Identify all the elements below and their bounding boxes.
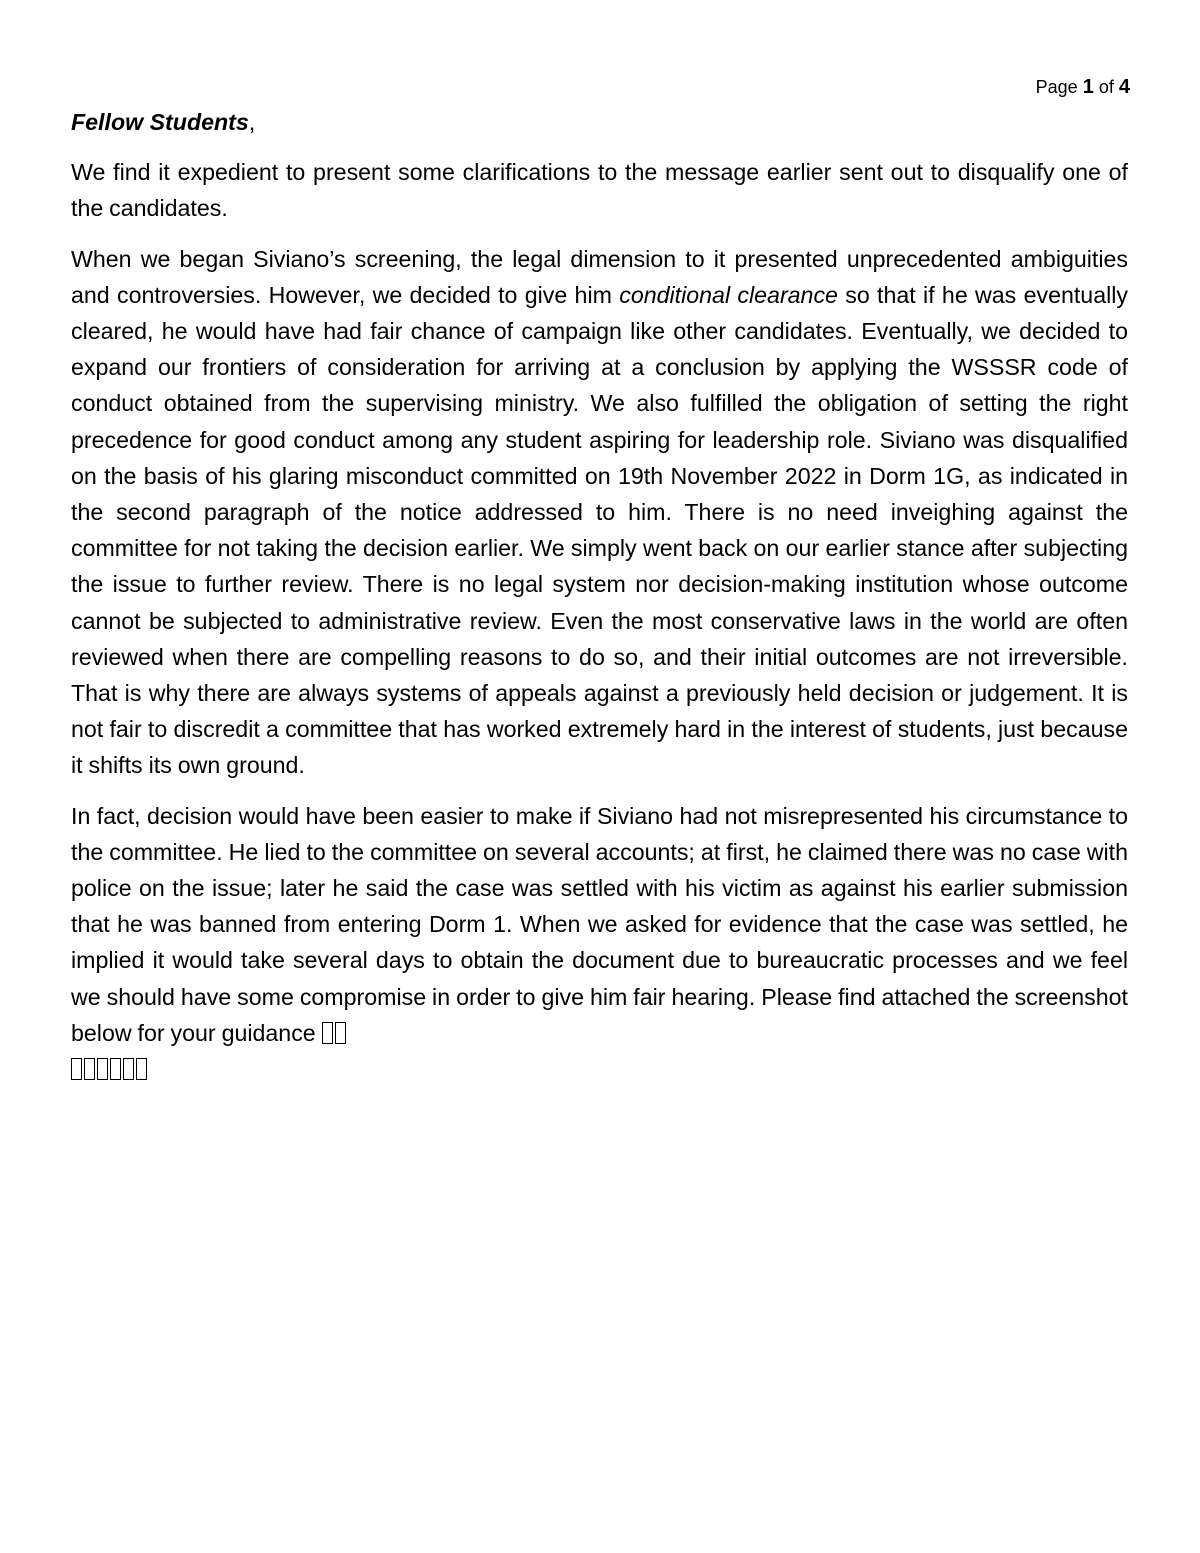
page-number [1036,76,1130,98]
page-label: Page [1035,77,1078,97]
page-total: 4 [1118,76,1130,98]
missing-glyph-icon [322,1022,333,1044]
salutation [71,104,1128,140]
missing-glyph-icon [110,1058,121,1080]
missing-glyph-icon [136,1058,147,1080]
paragraph-2-end: so that if he was eventually cleared, he would have had fair chance of campaign like other candidates. Eventually, we decided to expand our frontiers of consideration for arriving at a conclusion by applying the WSSSR code of conduct obtained from the supervising ministry. We also fulfilled the obligation of setting the right precedence for good conduct among any student aspiring for leadership role. Siviano was disqualified on the basis of his glaring misconduct committed on 19th November 2022 in Dorm 1G, as indicated in the second paragraph of the notice addressed to him. There is no need inveighing against the committee for not taking the decision earlier. We simply went back on our earlier stance after subjecting the issue to further review. There is no legal system nor decision-making institution whose outcome cannot be subjected to administrative review. Even the most conservative laws in the world are often reviewed when there are compelling reasons to do so, and their initial outcomes are not irreversible. That is why there are always systems of appeals against a previously held decision or judgement. It is not fair to discredit a committee that has worked extremely hard in the interest of students, just because it shifts its own ground. [71,281,1128,779]
missing-glyph-icon [84,1058,95,1080]
missing-glyph-icon [335,1022,346,1044]
paragraph-1: We find it expedient to present some clarifications to the message earlier sent out to disqualify one of the candidates. [71,159,1128,222]
salutation-punct: , [248,109,256,135]
page-of: of [1098,77,1114,97]
missing-glyph-icon [71,1058,82,1080]
paragraph-3-text: In fact, decision would have been easier to make if Siviano had not misrepresented his circumstance to the committee. He lied to the committee on several accounts; at first, he claimed there was no case with police on the issue; later he said the case was settled with his victim as against his earlier submission that he was banned from entering Dorm 1. When we asked for evidence that the case was settled, he implied it would take several days to obtain the document due to bureaucratic processes and we feel we should have some compromise in order to give him fair hearing. Please find attached the screenshot below for your guidance [71,802,1128,1046]
paragraph-2-emphasis: conditional clearance [619,281,838,308]
paragraph-3 [71,798,1128,1088]
page-current: 1 [1082,76,1094,98]
paragraph-2 [71,241,1128,784]
salutation-text: Fellow Students [71,109,249,135]
paragraph-2-start: When we began Siviano’s screening, the legal dimension to it presented unprecedented ambiguities and controversies. However, we decided to give him [71,245,1128,308]
document-body [71,104,1128,1101]
missing-glyph-icon [97,1058,108,1080]
missing-glyph-icon [123,1058,134,1080]
